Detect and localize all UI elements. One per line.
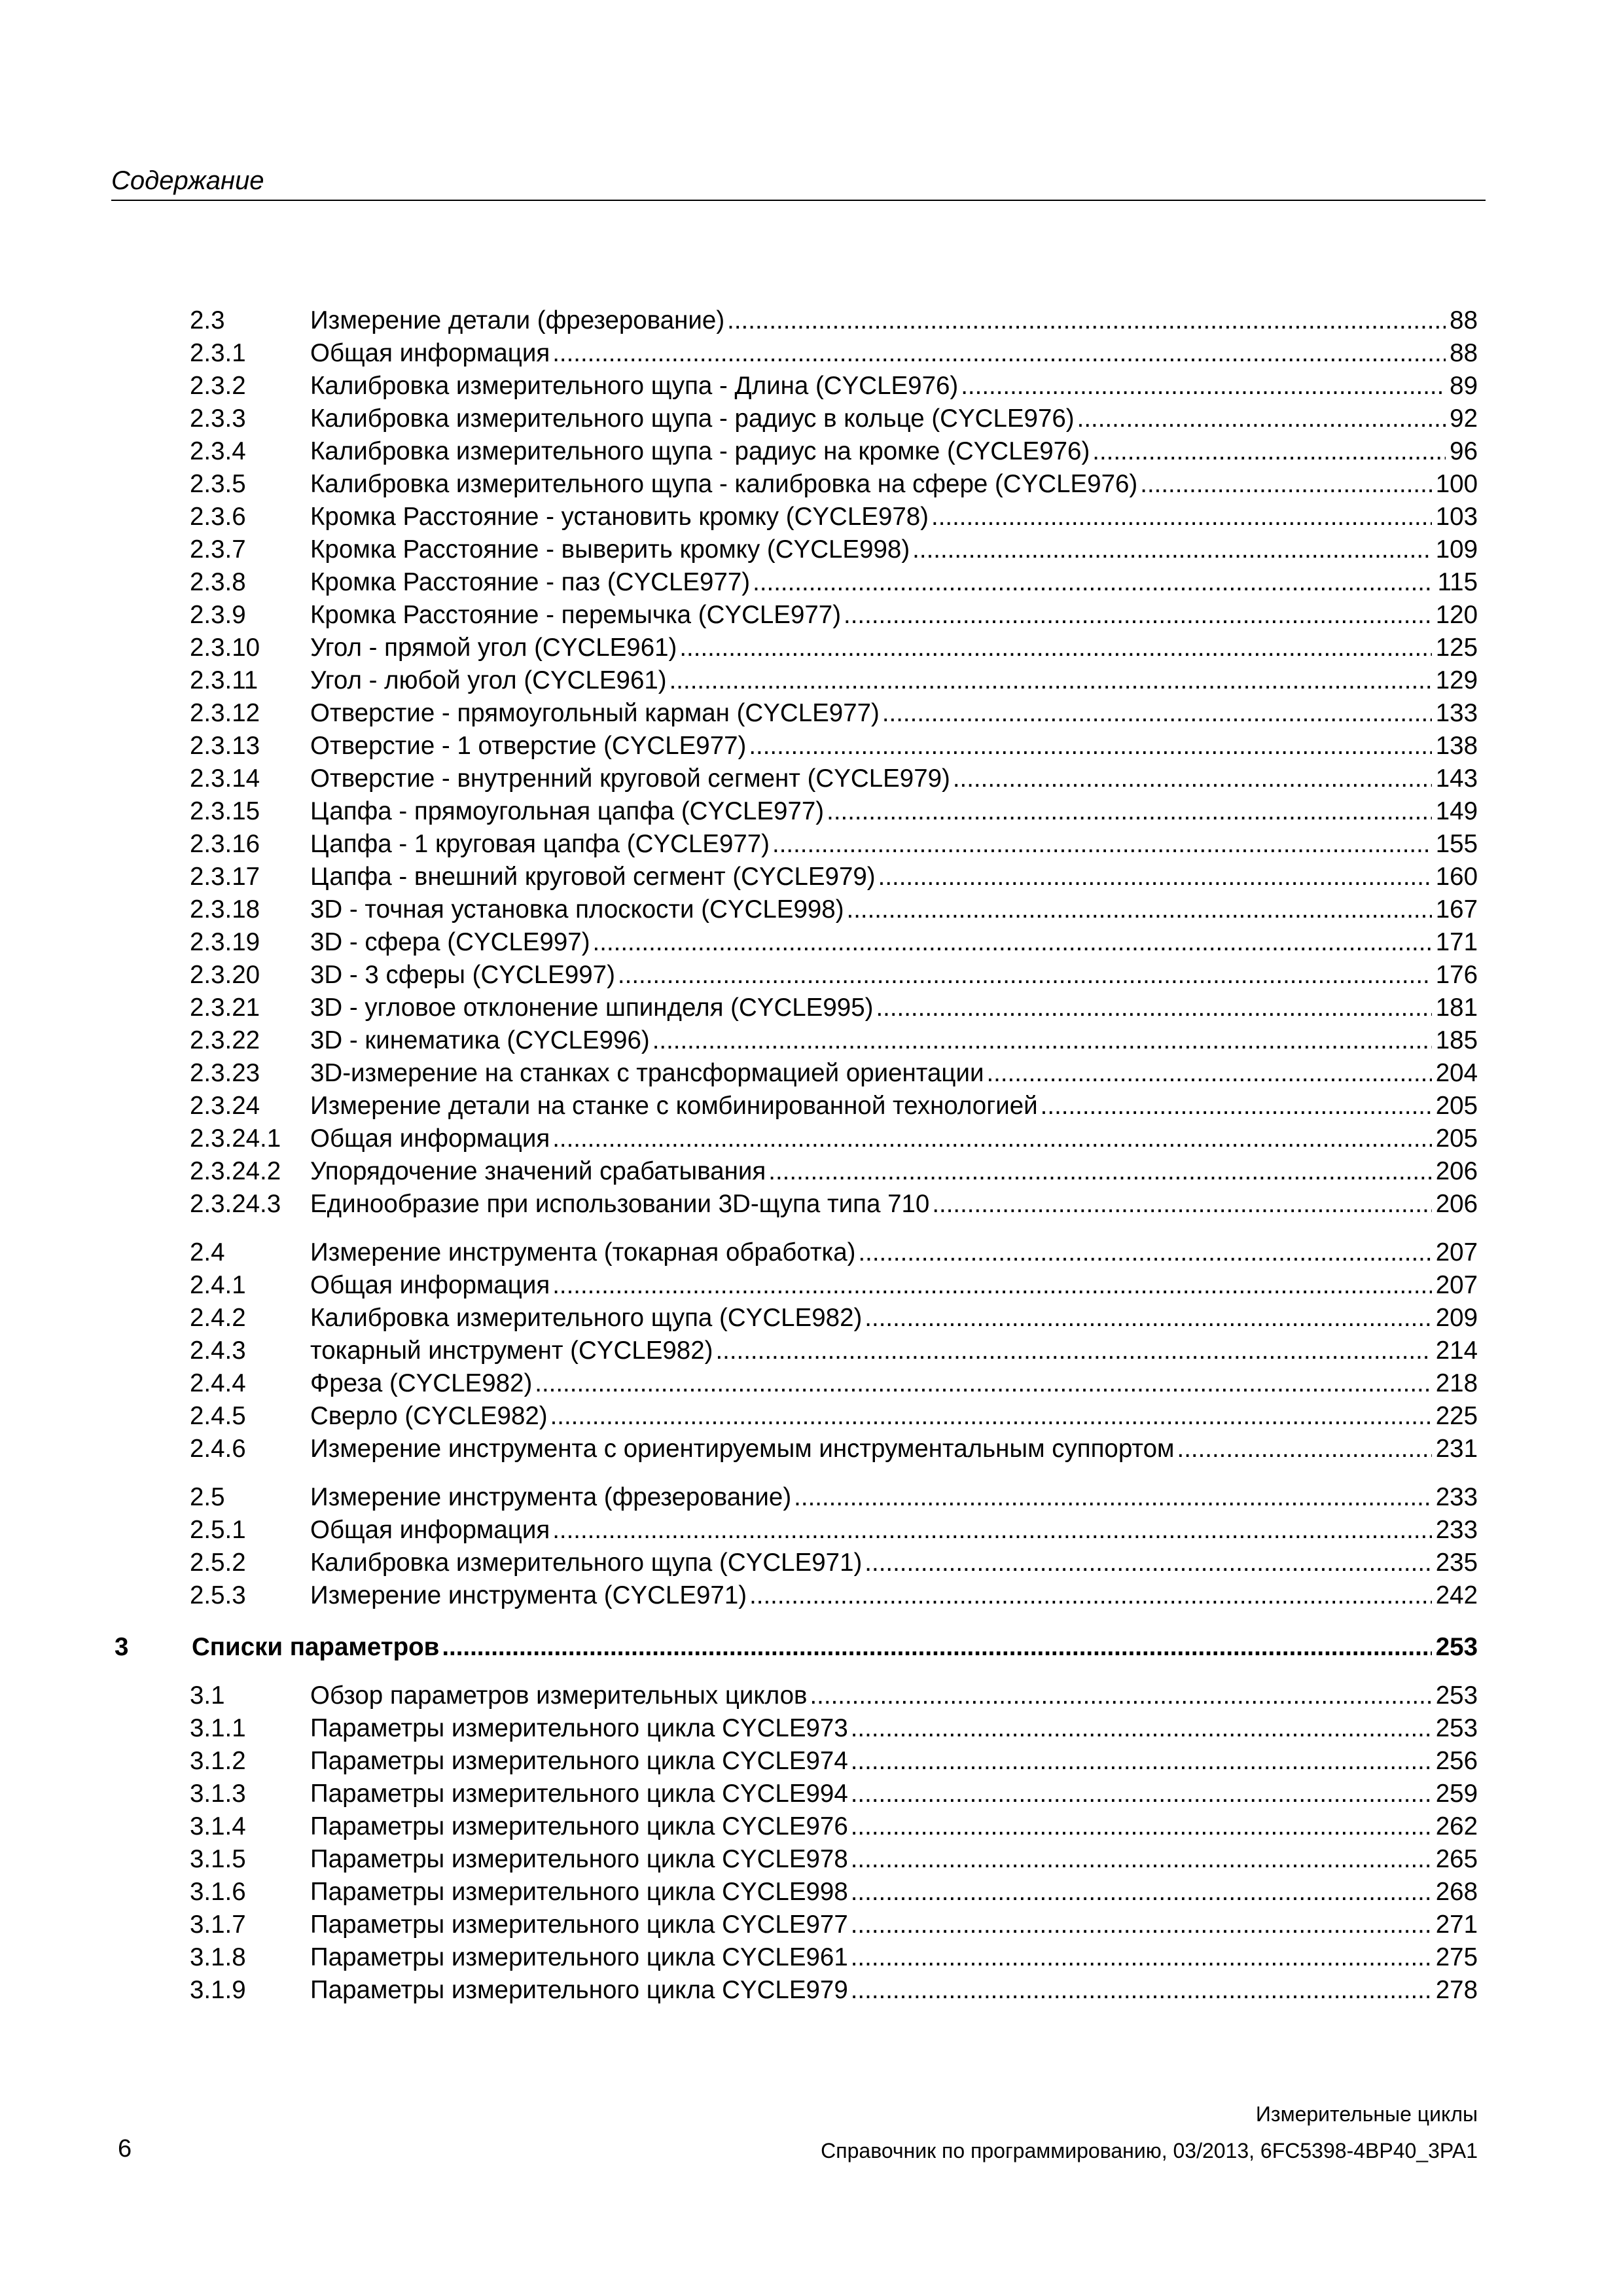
- toc-entry[interactable]: [190, 795, 1478, 828]
- toc-leader-dots: [535, 1367, 1431, 1400]
- toc-entry[interactable]: [190, 1367, 1478, 1400]
- toc-entry[interactable]: [190, 828, 1478, 861]
- header-divider: [111, 200, 1486, 201]
- toc-entry-number: 2.3.18: [190, 895, 260, 924]
- toc-leader-dots: [986, 1057, 1431, 1090]
- toc-leader-dots: [810, 1679, 1431, 1712]
- toc-entry-page: 109: [1435, 535, 1478, 564]
- toc-entry-number: 3.1.5: [190, 1845, 246, 1873]
- toc-leader-dots: [1077, 403, 1446, 435]
- toc-leader-dots: [593, 926, 1432, 959]
- toc-entry-title: Цапфа - 1 круговая цапфа (CYCLE977): [310, 830, 770, 858]
- toc-entry[interactable]: [190, 599, 1478, 632]
- toc-entry-page: 256: [1435, 1747, 1478, 1775]
- toc-entry-number: 2.5.3: [190, 1581, 246, 1609]
- page-header-title: Содержание: [111, 166, 264, 195]
- toc-entry-number: 2.3.11: [190, 666, 259, 694]
- toc-entry-page: 207: [1435, 1271, 1478, 1299]
- toc-entry-title: Параметры измерительного цикла CYCLE994: [310, 1780, 848, 1808]
- toc-leader-dots: [851, 1941, 1432, 1974]
- toc-entry-page: 89: [1450, 372, 1478, 400]
- toc-leader-dots: [851, 1712, 1432, 1745]
- toc-entry-page: 129: [1435, 666, 1478, 694]
- toc-leader-dots: [878, 861, 1432, 893]
- toc-entry[interactable]: [190, 468, 1478, 501]
- toc-entry-number: 3.1.4: [190, 1812, 246, 1840]
- toc-entry[interactable]: [190, 1302, 1478, 1335]
- toc-entry-number: 2.3: [190, 306, 225, 334]
- toc-leader-dots: [1177, 1433, 1432, 1465]
- toc-entry-title: Общая информация: [310, 1271, 550, 1299]
- toc-entry-number: 3.1.3: [190, 1780, 246, 1808]
- toc-entry[interactable]: [190, 664, 1478, 697]
- toc-entry-number: 3.1.7: [190, 1910, 246, 1939]
- toc-entry-number: 2.5.1: [190, 1516, 246, 1544]
- toc-entry-number: 2.4.3: [190, 1336, 246, 1365]
- toc-entry-title: Общая информация: [310, 1124, 550, 1153]
- toc-entry-number: 2.4: [190, 1238, 225, 1266]
- toc-entry-title: Кромка Расстояние - паз (CYCLE977): [310, 568, 751, 596]
- toc-entry-page: 176: [1435, 961, 1478, 989]
- toc-entry-page: 262: [1435, 1812, 1478, 1840]
- toc-entry-title: Калибровка измерительного щупа - радиус в кольце (CYCLE976): [310, 404, 1075, 433]
- toc-entry-number: 2.3.8: [190, 568, 246, 596]
- toc-entry-title: Параметры измерительного цикла CYCLE998: [310, 1878, 848, 1906]
- toc-entry-number: 2.4.1: [190, 1271, 246, 1299]
- toc-leader-dots: [772, 828, 1432, 861]
- toc-leader-dots: [552, 1514, 1432, 1547]
- toc-entry-number: 2.4.4: [190, 1369, 246, 1397]
- toc-entry-title: 3D - кинематика (CYCLE996): [310, 1026, 650, 1054]
- toc-leader-dots: [679, 632, 1431, 664]
- toc-entry-number: 2.3.20: [190, 961, 260, 989]
- toc-entry-number: 2.3.24: [190, 1092, 260, 1120]
- toc-entry[interactable]: [190, 730, 1478, 762]
- toc-entry-number: 3.1: [190, 1681, 225, 1710]
- toc-entry[interactable]: [190, 992, 1478, 1024]
- toc-entry-title: Измерение инструмента (CYCLE971): [310, 1581, 747, 1609]
- toc-entry-page: 214: [1435, 1336, 1478, 1365]
- toc-entry-page: 100: [1435, 470, 1478, 498]
- toc-entry[interactable]: [190, 1122, 1478, 1155]
- toc-entry-title: Параметры измерительного цикла CYCLE978: [310, 1845, 848, 1873]
- toc-entry-title: Калибровка измерительного щупа - Длина (CYCLE976): [310, 372, 959, 400]
- toc-entry-page: 253: [1435, 1714, 1478, 1742]
- toc-entry-number: 2.3.16: [190, 830, 260, 858]
- toc-entry[interactable]: [190, 861, 1478, 893]
- toc-entry-page: 125: [1435, 634, 1478, 662]
- toc-entry-page: 278: [1435, 1976, 1478, 2004]
- toc-entry-title: 3D - угловое отклонение шпинделя (CYCLE995): [310, 994, 874, 1022]
- toc-entry-title: Отверстие - внутренний круговой сегмент (CYCLE979): [310, 764, 950, 793]
- footer-page-number: 6: [118, 2135, 132, 2162]
- toc-entry-page: 133: [1435, 699, 1478, 727]
- toc-entry[interactable]: [190, 1843, 1478, 1876]
- toc-entry-number: 2.3.4: [190, 437, 246, 465]
- toc-leader-dots: [847, 893, 1432, 926]
- toc-entry[interactable]: [190, 1024, 1478, 1057]
- toc-entry-number: 3.1.9: [190, 1976, 246, 2004]
- toc-entry-page: 167: [1435, 895, 1478, 924]
- toc-entry-title: Параметры измерительного цикла CYCLE973: [310, 1714, 848, 1742]
- toc-entry[interactable]: [190, 370, 1478, 403]
- toc-leader-dots: [851, 1745, 1432, 1778]
- toc-entry-page: 218: [1435, 1369, 1478, 1397]
- toc-leader-dots: [794, 1481, 1432, 1514]
- toc-entry[interactable]: [190, 1941, 1478, 1974]
- toc-entry-number: 2.3.19: [190, 928, 260, 956]
- toc-leader-dots: [552, 1122, 1432, 1155]
- toc-leader-dots: [652, 1024, 1432, 1057]
- toc-entry-title: Параметры измерительного цикла CYCLE974: [310, 1747, 848, 1775]
- toc-entry[interactable]: [190, 1974, 1478, 2007]
- toc-entry[interactable]: [190, 533, 1478, 566]
- toc-entry[interactable]: [190, 1057, 1478, 1090]
- toc-entry[interactable]: [190, 1579, 1478, 1612]
- toc-entry-title: Калибровка измерительного щупа (CYCLE971): [310, 1549, 863, 1577]
- toc-entry-page: 204: [1435, 1059, 1478, 1087]
- toc-leader-dots: [851, 1843, 1432, 1876]
- toc-leader-dots: [618, 959, 1432, 992]
- toc-leader-dots: [715, 1335, 1431, 1367]
- toc-leader-dots: [865, 1547, 1431, 1579]
- toc-entry-number: 3.1.1: [190, 1714, 246, 1742]
- toc-entry-page: 92: [1450, 404, 1478, 433]
- toc-entry-page: 259: [1435, 1780, 1478, 1808]
- toc-entry-number: 2.3.24.2: [190, 1157, 281, 1185]
- toc-entry-page: 235: [1435, 1549, 1478, 1577]
- toc-leader-dots: [552, 1269, 1432, 1302]
- toc-entry-page: 207: [1435, 1238, 1478, 1266]
- toc-entry-page: 253: [1435, 1633, 1478, 1661]
- toc-entry[interactable]: [190, 1236, 1478, 1269]
- toc-entry-page: 206: [1435, 1157, 1478, 1185]
- toc-entry-page: 120: [1435, 601, 1478, 629]
- toc-leader-dots: [865, 1302, 1431, 1335]
- toc-entry[interactable]: [190, 1433, 1478, 1465]
- toc-leader-dots: [858, 1236, 1431, 1269]
- toc-entry-title: Отверстие - 1 отверстие (CYCLE977): [310, 732, 747, 760]
- toc-entry-number: 2.3.14: [190, 764, 260, 793]
- toc-entry[interactable]: [190, 1090, 1478, 1122]
- toc-entry-title: Общая информация: [310, 339, 550, 367]
- toc-entry-page: 155: [1435, 830, 1478, 858]
- toc-entry[interactable]: [190, 1909, 1478, 1941]
- toc-leader-dots: [753, 566, 1433, 599]
- toc-leader-dots: [851, 1909, 1432, 1941]
- toc-entry-title: 3D - 3 сферы (CYCLE997): [310, 961, 615, 989]
- toc-entry-page: 271: [1435, 1910, 1478, 1939]
- toc-entry-page: 205: [1435, 1092, 1478, 1120]
- toc-entry[interactable]: [190, 435, 1478, 468]
- toc-leader-dots: [851, 1810, 1432, 1843]
- toc-entry-number: 2.3.13: [190, 732, 260, 760]
- toc-entry-title: Калибровка измерительного щупа - калибровка на сфере (CYCLE976): [310, 470, 1138, 498]
- toc-entry-number: 3.1.6: [190, 1878, 246, 1906]
- toc-entry-page: 265: [1435, 1845, 1478, 1873]
- toc-entry[interactable]: [190, 1745, 1478, 1778]
- toc-entry-title: 3D - сфера (CYCLE997): [310, 928, 590, 956]
- toc-entry-page: 233: [1435, 1516, 1478, 1544]
- toc-entry-title: Цапфа - прямоугольная цапфа (CYCLE977): [310, 797, 825, 825]
- toc-entry-title: Списки параметров: [192, 1633, 440, 1661]
- toc-entry-page: 206: [1435, 1190, 1478, 1218]
- toc-leader-dots: [768, 1155, 1431, 1188]
- toc-entry-number: 2.3.7: [190, 535, 246, 564]
- toc-entry-title: Упорядочение значений срабатывания: [310, 1157, 766, 1185]
- toc-entry-title: Калибровка измерительного щупа - радиус на кромке (CYCLE976): [310, 437, 1090, 465]
- toc-entry[interactable]: [190, 762, 1478, 795]
- toc-entry-title: Угол - любой угол (CYCLE961): [310, 666, 667, 694]
- toc-entry-title: Параметры измерительного цикла CYCLE979: [310, 1976, 848, 2004]
- toc-leader-dots: [1092, 435, 1446, 468]
- footer-reference: Справочник по программированию, 03/2013, 6FC5398-4BP40_3PA1: [821, 2139, 1478, 2162]
- toc-entry-title: Параметры измерительного цикла CYCLE976: [310, 1812, 848, 1840]
- toc-entry-page: 253: [1435, 1681, 1478, 1710]
- toc-entry-title: Калибровка измерительного щупа (CYCLE982): [310, 1304, 863, 1332]
- toc-entry[interactable]: [190, 1400, 1478, 1433]
- toc-entry-title: Кромка Расстояние - перемычка (CYCLE977): [310, 601, 842, 629]
- toc-entry-page: 225: [1435, 1402, 1478, 1430]
- toc-entry-number: 3.1.8: [190, 1943, 246, 1971]
- toc-entry[interactable]: [190, 1188, 1478, 1221]
- toc-entry-number: 2.3.24.1: [190, 1124, 281, 1153]
- toc-entry-title: Цапфа - внешний круговой сегмент (CYCLE979): [310, 863, 876, 891]
- toc-entry-title: Измерение детали (фрезерование): [310, 306, 725, 334]
- toc-entry-title: Измерение инструмента (токарная обработка): [310, 1238, 856, 1266]
- toc-entry[interactable]: [190, 1876, 1478, 1909]
- toc-entry[interactable]: [190, 632, 1478, 664]
- toc-entry[interactable]: [190, 501, 1478, 533]
- toc-entry-page: 88: [1450, 339, 1478, 367]
- toc-entry-page: 149: [1435, 797, 1478, 825]
- toc-entry-page: 138: [1435, 732, 1478, 760]
- toc-entry-page: 233: [1435, 1483, 1478, 1511]
- toc-entry-page: 205: [1435, 1124, 1478, 1153]
- toc-entry[interactable]: [190, 1481, 1478, 1514]
- toc-entry-title: Угол - прямой угол (CYCLE961): [310, 634, 677, 662]
- toc-leader-dots: [851, 1876, 1432, 1909]
- toc-entry[interactable]: [190, 1155, 1478, 1188]
- toc-entry-page: 268: [1435, 1878, 1478, 1906]
- toc-entry-page: 231: [1435, 1435, 1478, 1463]
- toc-leader-dots: [1140, 468, 1432, 501]
- toc-leader-dots: [876, 992, 1431, 1024]
- toc-entry-number: 2.3.17: [190, 863, 260, 891]
- toc-entry-page: 209: [1435, 1304, 1478, 1332]
- toc-entry-title: Измерение инструмента (фрезерование): [310, 1483, 792, 1511]
- toc-entry[interactable]: [190, 1269, 1478, 1302]
- toc-entry[interactable]: [190, 1712, 1478, 1745]
- toc-entry[interactable]: [190, 926, 1478, 959]
- toc-entry-page: 185: [1435, 1026, 1478, 1054]
- toc-entry-number: 2.4.2: [190, 1304, 246, 1332]
- toc-entry-number: 2.3.9: [190, 601, 246, 629]
- toc-leader-dots: [882, 697, 1432, 730]
- toc-entry-number: 2.4.6: [190, 1435, 246, 1463]
- toc-leader-dots: [749, 1579, 1432, 1612]
- toc-entry-number: 2.3.2: [190, 372, 246, 400]
- toc-entry-title: Параметры измерительного цикла CYCLE977: [310, 1910, 848, 1939]
- toc-entry-page: 88: [1450, 306, 1478, 334]
- toc-leader-dots: [550, 1400, 1432, 1433]
- toc-entry-number: 2.5.2: [190, 1549, 246, 1577]
- toc-entry[interactable]: [190, 893, 1478, 926]
- toc-entry-page: 96: [1450, 437, 1478, 465]
- toc-entry-number: 2.3.21: [190, 994, 260, 1022]
- toc-entry-page: 275: [1435, 1943, 1478, 1971]
- toc-entry-title: Обзор параметров измерительных циклов: [310, 1681, 808, 1710]
- toc-entry-title: Единообразие при использовании 3D-щупа типа 710: [310, 1190, 930, 1218]
- toc-entry[interactable]: [190, 1679, 1478, 1712]
- footer-book-title: Измерительные циклы: [1255, 2102, 1478, 2126]
- toc-leader-dots: [669, 664, 1432, 697]
- toc-entry[interactable]: [190, 403, 1478, 435]
- toc-entry-number: 2.3.23: [190, 1059, 260, 1087]
- toc-entry-page: 143: [1435, 764, 1478, 793]
- toc-entry-number: 2.5: [190, 1483, 225, 1511]
- toc-entry-title: Измерение инструмента с ориентируемым инструментальным суппортом: [310, 1435, 1175, 1463]
- toc-entry-page: 115: [1437, 568, 1478, 596]
- toc-chapter-entry[interactable]: [115, 1631, 1478, 1664]
- toc-entry-page: 103: [1435, 503, 1478, 531]
- toc-entry-number: 2.4.5: [190, 1402, 246, 1430]
- toc-leader-dots: [851, 1974, 1432, 2007]
- toc-leader-dots: [961, 370, 1446, 403]
- toc-entry[interactable]: [190, 1514, 1478, 1547]
- toc-entry-page: 242: [1435, 1581, 1478, 1609]
- toc-entry[interactable]: [190, 959, 1478, 992]
- toc-leader-dots: [552, 337, 1446, 370]
- toc-entry-number: 2.3.5: [190, 470, 246, 498]
- toc-entry-title: 3D-измерение на станках с трансформацией ориентации: [310, 1059, 984, 1087]
- toc-entry-page: 160: [1435, 863, 1478, 891]
- toc-entry-title: Кромка Расстояние - выверить кромку (CYCLE998): [310, 535, 910, 564]
- toc-leader-dots: [932, 1188, 1431, 1221]
- toc-entry[interactable]: [190, 1778, 1478, 1810]
- toc-entry-page: 171: [1435, 928, 1478, 956]
- toc-entry-page: 181: [1435, 994, 1478, 1022]
- toc-leader-dots: [1041, 1090, 1432, 1122]
- toc-entry[interactable]: [190, 566, 1478, 599]
- toc-leader-dots: [912, 533, 1432, 566]
- toc-entry[interactable]: [190, 337, 1478, 370]
- toc-entry[interactable]: [190, 1810, 1478, 1843]
- toc-entry-number: 2.3.22: [190, 1026, 260, 1054]
- toc-entry-number: 3.1.2: [190, 1747, 246, 1775]
- toc-entry-title: Сверло (CYCLE982): [310, 1402, 548, 1430]
- toc-leader-dots: [844, 599, 1432, 632]
- toc-entry-number: 3: [115, 1633, 129, 1661]
- toc-entry[interactable]: [190, 697, 1478, 730]
- toc-entry-title: Измерение детали на станке с комбинированной технологией: [310, 1092, 1038, 1120]
- toc-entry-title: 3D - точная установка плоскости (CYCLE998): [310, 895, 844, 924]
- toc-entry-number: 2.3.6: [190, 503, 246, 531]
- toc-leader-dots: [827, 795, 1432, 828]
- toc-leader-dots: [931, 501, 1432, 533]
- toc-entry-title: токарный инструмент (CYCLE982): [310, 1336, 713, 1365]
- toc-entry-title: Отверстие - прямоугольный карман (CYCLE977): [310, 699, 880, 727]
- toc-entry-number: 2.3.3: [190, 404, 246, 433]
- toc-leader-dots: [851, 1778, 1432, 1810]
- toc-entry-number: 2.3.10: [190, 634, 260, 662]
- toc-leader-dots: [442, 1631, 1431, 1664]
- toc-leader-dots: [953, 762, 1432, 795]
- toc-entry-title: Общая информация: [310, 1516, 550, 1544]
- toc-entry-title: Параметры измерительного цикла CYCLE961: [310, 1943, 848, 1971]
- toc-entry[interactable]: [190, 1335, 1478, 1367]
- toc-entry[interactable]: [190, 1547, 1478, 1579]
- toc-entry-number: 2.3.24.3: [190, 1190, 281, 1218]
- toc-entry-number: 2.3.1: [190, 339, 246, 367]
- toc-leader-dots: [749, 730, 1431, 762]
- toc-entry[interactable]: [190, 304, 1478, 337]
- toc-entry-number: 2.3.15: [190, 797, 260, 825]
- toc-entry-title: Фреза (CYCLE982): [310, 1369, 533, 1397]
- toc-entry-number: 2.3.12: [190, 699, 260, 727]
- toc-entry-title: Кромка Расстояние - установить кромку (CYCLE978): [310, 503, 929, 531]
- toc-leader-dots: [727, 304, 1446, 337]
